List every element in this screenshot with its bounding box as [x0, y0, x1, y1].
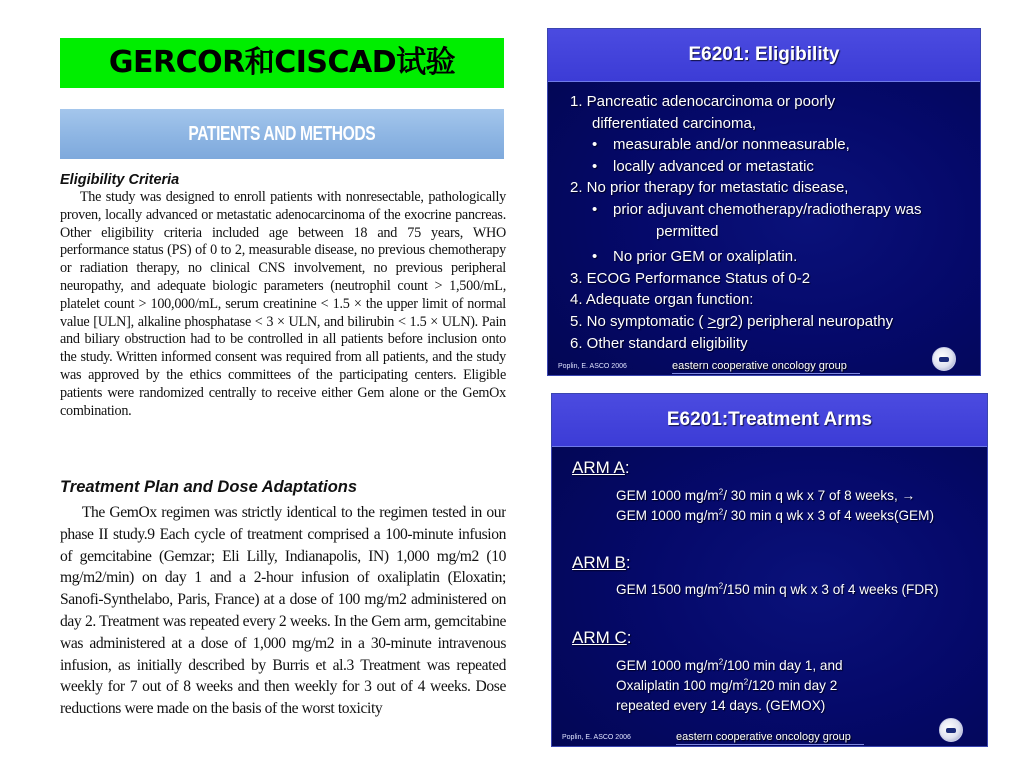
treatment-heading: Treatment Plan and Dose Adaptations [60, 478, 358, 496]
arm-b-name: ARM B [572, 553, 626, 572]
arm-b-line-1 [616, 580, 939, 600]
arm-a-line-1-rest: / 30 min q wk x 7 of 8 weeks, → [723, 488, 916, 503]
title-divider [548, 81, 980, 82]
criterion-2-bullet-2: • No prior GEM or oxaliplatin. [570, 246, 975, 268]
arm-a-line-1 [616, 486, 915, 506]
arm-a-line-2-rest: / 30 min q wk x 3 of 4 weeks(GEM) [723, 508, 934, 523]
criterion-5-suffix: gr2) peripheral neuropathy [716, 312, 894, 330]
section-banner [60, 109, 504, 159]
arm-a-name: ARM A [572, 458, 625, 477]
arm-a-line-1-text: GEM 1000 mg/m [616, 488, 719, 503]
criterion-1-bullet-1: • measurable and/or nonmeasurable, [570, 134, 975, 156]
arm-c-line-1-text: GEM 1000 mg/m [616, 658, 719, 673]
title-divider [552, 446, 987, 447]
arm-b-heading: ARM B: [572, 553, 631, 572]
arm-c-line-3: repeated every 14 days. (GEMOX) [616, 698, 826, 713]
superscript: 2 [718, 581, 724, 591]
slide-footer [548, 351, 980, 375]
eligibility-heading: Eligibility Criteria [60, 172, 180, 188]
arm-c-line-2 [616, 676, 837, 696]
footer-citation: Poplin, E. ASCO 2006 [562, 734, 631, 741]
arm-a-line-2-text: GEM 1000 mg/m [616, 508, 719, 523]
superscript: 2 [718, 657, 724, 667]
criterion-6: 6. Other standard eligibility [570, 334, 748, 352]
arm-c-name: ARM C [572, 628, 627, 647]
slide-title: E6201:Treatment Arms [552, 394, 987, 446]
criterion-1: 1. Pancreatic adenocarcinoma or poorly [570, 93, 836, 110]
criterion-1-bullet-2: • locally advanced or metastatic [570, 156, 975, 178]
superscript: 2 [743, 677, 749, 687]
criterion-2: 2. No prior therapy for metastatic disease, [570, 179, 849, 197]
eligibility-paragraph: The study was designed to enroll patients with nonresectable, pathologically proven, locally advanced or metastatic adenocarcinoma of the exocrine pancreas. Other eligibility criteria included age between 18 and 75 years, WHO performance status (PS) of 0 to 2, measurable disease, no previous chemotherapy or radiation therapy, no clinical CNS involvement, no previous peripheral neuropathy, and adequate biologic parameters (neutrophil count > 1,500/mL, platelet count > 100,000/mL, serum creatinine < 1.5 × the upper limit of normal value [ULN], alkaline phosphatase < 3 × ULN, and bilirubin < 1.5 × ULN). Pain and biliary obstruction had to be controlled in all patients before inclusion onto the study. Written informed consent was required from all patients, and the study was approved by the ethics committees of the participating centers. Eligible patients were randomized centrally to receive either Gem alone or the GemOx combination. [60, 189, 506, 419]
superscript: 2 [718, 487, 724, 497]
arm-c-line-2-rest: /120 min day 2 [748, 678, 838, 693]
arm-c-line-1-rest: /100 min day 1, and [723, 658, 843, 673]
arm-b-line-1-rest: /150 min q wk x 3 of 4 weeks (FDR) [723, 582, 939, 597]
section-banner-label: PATIENTS AND METHODS [188, 123, 376, 145]
treatment-arms-slide [551, 393, 988, 747]
footer-citation: Poplin, E. ASCO 2006 [558, 363, 627, 370]
criterion-2-bullet-1-cont: permitted [656, 222, 719, 240]
arm-c-line-2-text: Oxaliplatin 100 mg/m [616, 678, 744, 693]
page-title: GERCOR和CISCAD试验 [60, 38, 504, 88]
criterion-5 [570, 311, 975, 333]
criterion-1-cont: differentiated carcinoma, [592, 114, 756, 132]
arm-b-line-1-text: GEM 1500 mg/m [616, 582, 719, 597]
slide-title: E6201: Eligibility [548, 29, 980, 81]
arm-c-heading: ARM C: [572, 628, 632, 647]
superscript: 2 [718, 507, 724, 517]
criterion-3: 3. ECOG Performance Status of 0-2 [570, 269, 811, 287]
footer-underline [672, 373, 860, 374]
criterion-4: 4. Adequate organ function: [570, 291, 754, 309]
eligibility-list [570, 91, 975, 354]
criterion-5-prefix: 5. No symptomatic ( [570, 312, 708, 330]
treatment-paragraph: The GemOx regimen was strictly identical to the regimen tested in our phase II study.9 Each cycle of treatment comprised a 100-minute infusion of gemcitabine (Gemzar; Eli Lilly, Indianapolis, IN) 1,000 mg/m2 (10 mg/m2/min) on day 1 and a 2-hour infusion of oxaliplatin (Eloxatin; Sanofi-Synthelabo, Paris, France) at a dose of 100 mg/m2 administered on day 2. Treatment was repeated every 2 weeks. In the Gem arm, gemcitabine was administered at a dose of 1,000 mg/m2 in a 30-minute intravenous infusion, as initially described by Burris et al.3 Treatment was repeated weekly for 7 out of 8 weeks and then weekly for 3 out of 4 weeks. Dose reductions were made on the basis of the worst toxicity [60, 504, 506, 718]
arm-c-line-1 [616, 656, 843, 676]
greater-equal-symbol: > [707, 312, 717, 330]
arm-a-heading: ARM A: [572, 458, 630, 477]
arm-a-line-2 [616, 506, 934, 526]
footer-organization: eastern cooperative oncology group [672, 360, 847, 372]
ecog-logo-icon [932, 347, 956, 371]
slide-footer [552, 722, 987, 746]
eligibility-slide [547, 28, 981, 376]
ecog-logo-icon [939, 718, 963, 742]
footer-underline [676, 744, 864, 745]
criterion-2-bullet-1: • prior adjuvant chemotherapy/radiotherapy was [570, 199, 975, 221]
footer-organization: eastern cooperative oncology group [676, 731, 851, 743]
